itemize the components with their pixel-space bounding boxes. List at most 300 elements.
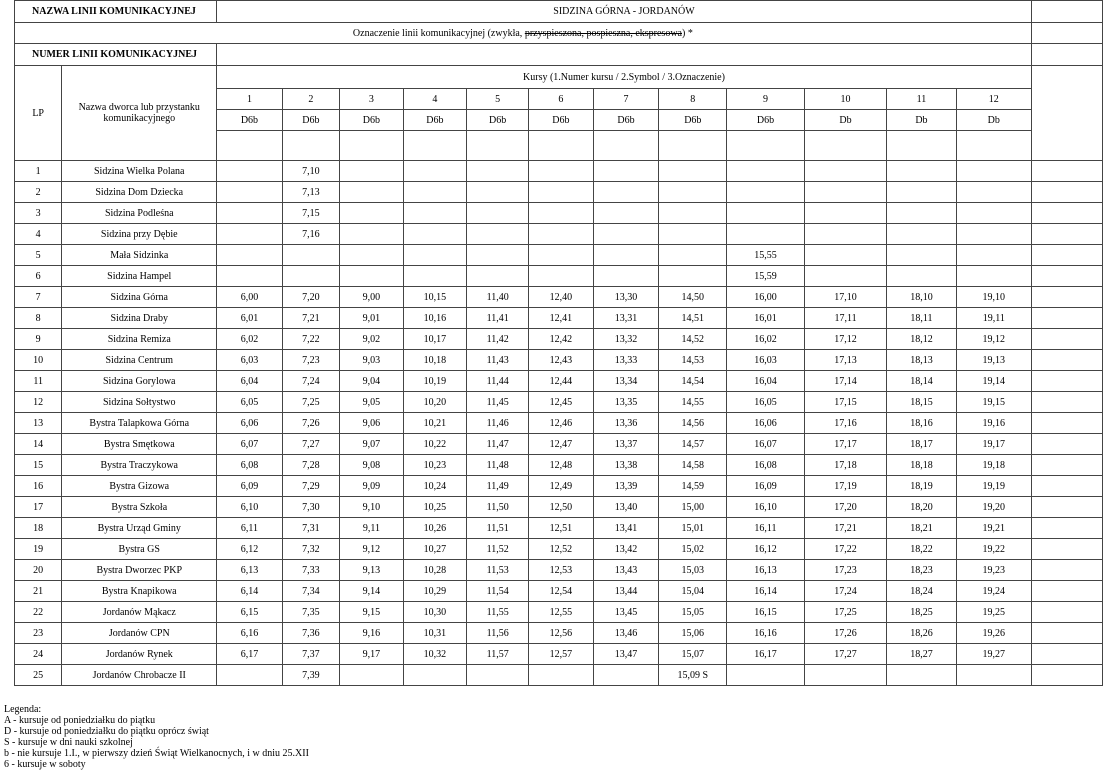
stop-name: Sidzina przy Dębie bbox=[62, 224, 217, 245]
departure-time-cell bbox=[956, 245, 1031, 266]
line-number-value bbox=[217, 44, 1032, 66]
stop-name: Sidzina Górna bbox=[62, 287, 217, 308]
departure-time-cell: 9,13 bbox=[340, 560, 404, 581]
departure-time-cell: 16,04 bbox=[727, 371, 805, 392]
departure-time-cell: 6,02 bbox=[217, 329, 283, 350]
departure-time-cell: 6,15 bbox=[217, 602, 283, 623]
departure-time-cell: 19,27 bbox=[956, 644, 1031, 665]
departure-time-cell: 12,40 bbox=[529, 287, 593, 308]
departure-time-cell: 9,11 bbox=[340, 518, 404, 539]
course-designation-cell bbox=[887, 131, 957, 161]
departure-time-cell: 11,48 bbox=[467, 455, 529, 476]
stop-row bbox=[15, 602, 1103, 623]
departure-time-cell: 7,37 bbox=[282, 644, 339, 665]
departure-time-cell bbox=[529, 245, 593, 266]
empty-cell bbox=[1031, 1, 1102, 23]
departure-time-cell: 18,14 bbox=[887, 371, 957, 392]
course-designation-cell bbox=[659, 131, 727, 161]
departure-time-cell: 14,50 bbox=[659, 287, 727, 308]
departure-time-cell: 14,56 bbox=[659, 413, 727, 434]
empty-cell bbox=[1031, 539, 1102, 560]
stop-lp: 4 bbox=[15, 224, 62, 245]
departure-time-cell: 11,49 bbox=[467, 476, 529, 497]
stop-name: Jordanów CPN bbox=[62, 623, 217, 644]
departure-time-cell: 19,24 bbox=[956, 581, 1031, 602]
departure-time-cell: 18,21 bbox=[887, 518, 957, 539]
departure-time-cell: 13,40 bbox=[593, 497, 659, 518]
departure-time-cell bbox=[956, 266, 1031, 287]
departure-time-cell: 18,16 bbox=[887, 413, 957, 434]
departure-time-cell bbox=[659, 161, 727, 182]
empty-cell bbox=[1031, 308, 1102, 329]
departure-time-cell bbox=[403, 182, 466, 203]
departure-time-cell bbox=[529, 266, 593, 287]
departure-time-cell: 16,02 bbox=[727, 329, 805, 350]
departure-time-cell bbox=[804, 266, 886, 287]
departure-time-cell bbox=[529, 182, 593, 203]
departure-time-cell: 18,15 bbox=[887, 392, 957, 413]
departure-time-cell: 15,07 bbox=[659, 644, 727, 665]
stop-name: Bystra Szkoła bbox=[62, 497, 217, 518]
course-designation-cell bbox=[403, 131, 466, 161]
stop-name: Sidzina Dom Dziecka bbox=[62, 182, 217, 203]
departure-time-cell bbox=[804, 665, 886, 686]
departure-time-cell: 18,23 bbox=[887, 560, 957, 581]
stop-name: Sidzina Gorylowa bbox=[62, 371, 217, 392]
departure-time-cell: 12,41 bbox=[529, 308, 593, 329]
departure-time-cell bbox=[217, 245, 283, 266]
departure-time-cell: 7,33 bbox=[282, 560, 339, 581]
departure-time-cell: 10,30 bbox=[403, 602, 466, 623]
stop-row bbox=[15, 539, 1103, 560]
departure-time-cell: 12,54 bbox=[529, 581, 593, 602]
departure-time-cell bbox=[217, 161, 283, 182]
stop-lp: 9 bbox=[15, 329, 62, 350]
departure-time-cell: 18,10 bbox=[887, 287, 957, 308]
course-designation-cell bbox=[467, 131, 529, 161]
line-number-label: NUMER LINII KOMUNIKACYJNEJ bbox=[15, 44, 217, 66]
departure-time-cell bbox=[467, 161, 529, 182]
departure-time-cell: 17,23 bbox=[804, 560, 886, 581]
departure-time-cell: 10,19 bbox=[403, 371, 466, 392]
stop-name: Jordanów Rynek bbox=[62, 644, 217, 665]
stop-lp: 3 bbox=[15, 203, 62, 224]
departure-time-cell bbox=[529, 203, 593, 224]
departure-time-cell: 10,18 bbox=[403, 350, 466, 371]
departure-time-cell: 11,45 bbox=[467, 392, 529, 413]
course-number-cell: 11 bbox=[887, 89, 957, 110]
departure-time-cell: 19,19 bbox=[956, 476, 1031, 497]
departure-time-cell bbox=[529, 224, 593, 245]
departure-time-cell: 6,05 bbox=[217, 392, 283, 413]
stop-name: Sidzina Sołtystwo bbox=[62, 392, 217, 413]
departure-time-cell: 18,25 bbox=[887, 602, 957, 623]
departure-time-cell bbox=[593, 224, 659, 245]
stop-lp: 12 bbox=[15, 392, 62, 413]
departure-time-cell: 13,47 bbox=[593, 644, 659, 665]
empty-cell bbox=[1031, 644, 1102, 665]
departure-time-cell: 10,32 bbox=[403, 644, 466, 665]
stop-row bbox=[15, 203, 1103, 224]
departure-time-cell bbox=[217, 266, 283, 287]
stop-row bbox=[15, 329, 1103, 350]
departure-time-cell: 7,39 bbox=[282, 665, 339, 686]
departure-time-cell: 19,15 bbox=[956, 392, 1031, 413]
departure-time-cell: 11,57 bbox=[467, 644, 529, 665]
lp-header: LP bbox=[15, 66, 62, 161]
departure-time-cell bbox=[529, 161, 593, 182]
departure-time-cell: 9,06 bbox=[340, 413, 404, 434]
stop-row bbox=[15, 266, 1103, 287]
departure-time-cell: 13,30 bbox=[593, 287, 659, 308]
empty-cell bbox=[1031, 497, 1102, 518]
departure-time-cell: 14,52 bbox=[659, 329, 727, 350]
departure-time-cell bbox=[340, 224, 404, 245]
departure-time-cell: 6,01 bbox=[217, 308, 283, 329]
departure-time-cell: 6,00 bbox=[217, 287, 283, 308]
departure-time-cell bbox=[340, 203, 404, 224]
course-symbol-cell: D6b bbox=[659, 110, 727, 131]
departure-time-cell: 9,02 bbox=[340, 329, 404, 350]
departure-time-cell: 16,09 bbox=[727, 476, 805, 497]
stop-lp: 10 bbox=[15, 350, 62, 371]
departure-time-cell bbox=[403, 266, 466, 287]
departure-time-cell: 12,42 bbox=[529, 329, 593, 350]
departure-time-cell: 15,09 S bbox=[659, 665, 727, 686]
departure-time-cell: 16,15 bbox=[727, 602, 805, 623]
course-number-cell: 8 bbox=[659, 89, 727, 110]
empty-cell bbox=[1031, 182, 1102, 203]
departure-time-cell: 18,17 bbox=[887, 434, 957, 455]
departure-time-cell: 19,18 bbox=[956, 455, 1031, 476]
departure-time-cell bbox=[956, 665, 1031, 686]
departure-time-cell: 7,26 bbox=[282, 413, 339, 434]
departure-time-cell bbox=[467, 665, 529, 686]
departure-time-cell: 10,24 bbox=[403, 476, 466, 497]
empty-cell bbox=[1031, 287, 1102, 308]
departure-time-cell bbox=[340, 266, 404, 287]
course-symbol-cell: D6b bbox=[282, 110, 339, 131]
stop-name: Bystra Smętkowa bbox=[62, 434, 217, 455]
stop-lp: 21 bbox=[15, 581, 62, 602]
departure-time-cell: 12,48 bbox=[529, 455, 593, 476]
stop-name: Bystra Gizowa bbox=[62, 476, 217, 497]
departure-time-cell bbox=[659, 182, 727, 203]
stop-name: Sidzina Podleśna bbox=[62, 203, 217, 224]
departure-time-cell: 15,00 bbox=[659, 497, 727, 518]
departure-time-cell: 17,17 bbox=[804, 434, 886, 455]
course-symbol-cell: Db bbox=[956, 110, 1031, 131]
departure-time-cell bbox=[593, 266, 659, 287]
departure-time-cell: 9,08 bbox=[340, 455, 404, 476]
departure-time-cell: 19,11 bbox=[956, 308, 1031, 329]
departure-time-cell: 18,11 bbox=[887, 308, 957, 329]
empty-cell bbox=[1031, 413, 1102, 434]
departure-time-cell: 19,10 bbox=[956, 287, 1031, 308]
departure-time-cell: 9,17 bbox=[340, 644, 404, 665]
stop-lp: 19 bbox=[15, 539, 62, 560]
departure-time-cell bbox=[529, 665, 593, 686]
departure-time-cell: 10,22 bbox=[403, 434, 466, 455]
departure-time-cell: 9,15 bbox=[340, 602, 404, 623]
departure-time-cell bbox=[956, 224, 1031, 245]
departure-time-cell: 6,04 bbox=[217, 371, 283, 392]
stop-row bbox=[15, 665, 1103, 686]
departure-time-cell: 7,13 bbox=[282, 182, 339, 203]
stop-row bbox=[15, 182, 1103, 203]
departure-time-cell: 12,47 bbox=[529, 434, 593, 455]
departure-time-cell bbox=[727, 665, 805, 686]
departure-time-cell: 12,49 bbox=[529, 476, 593, 497]
departure-time-cell: 19,13 bbox=[956, 350, 1031, 371]
departure-time-cell: 16,08 bbox=[727, 455, 805, 476]
departure-time-cell: 13,43 bbox=[593, 560, 659, 581]
departure-time-cell: 16,00 bbox=[727, 287, 805, 308]
departure-time-cell bbox=[659, 245, 727, 266]
departure-time-cell: 11,46 bbox=[467, 413, 529, 434]
departure-time-cell bbox=[593, 245, 659, 266]
departure-time-cell: 10,25 bbox=[403, 497, 466, 518]
departure-time-cell bbox=[887, 266, 957, 287]
departure-time-cell: 12,44 bbox=[529, 371, 593, 392]
departure-time-cell: 10,15 bbox=[403, 287, 466, 308]
line-name-value: SIDZINA GÓRNA - JORDANÓW bbox=[217, 1, 1032, 23]
empty-cell bbox=[1031, 350, 1102, 371]
stop-row bbox=[15, 644, 1103, 665]
departure-time-cell: 11,43 bbox=[467, 350, 529, 371]
departure-time-cell bbox=[887, 245, 957, 266]
departure-time-cell bbox=[467, 182, 529, 203]
stop-lp: 22 bbox=[15, 602, 62, 623]
departure-time-cell: 6,13 bbox=[217, 560, 283, 581]
course-designation-cell bbox=[282, 131, 339, 161]
departure-time-cell: 7,34 bbox=[282, 581, 339, 602]
departure-time-cell: 12,50 bbox=[529, 497, 593, 518]
departure-time-cell: 11,52 bbox=[467, 539, 529, 560]
departure-time-cell: 19,22 bbox=[956, 539, 1031, 560]
departure-time-cell: 19,20 bbox=[956, 497, 1031, 518]
stop-name: Mała Sidzinka bbox=[62, 245, 217, 266]
departure-time-cell: 6,17 bbox=[217, 644, 283, 665]
departure-time-cell: 17,18 bbox=[804, 455, 886, 476]
departure-time-cell: 9,04 bbox=[340, 371, 404, 392]
departure-time-cell: 11,53 bbox=[467, 560, 529, 581]
departure-time-cell: 13,32 bbox=[593, 329, 659, 350]
stop-row bbox=[15, 518, 1103, 539]
departure-time-cell: 7,27 bbox=[282, 434, 339, 455]
departure-time-cell bbox=[467, 245, 529, 266]
course-symbol-cell: D6b bbox=[467, 110, 529, 131]
legend-item: D - kursuje od poniedziałku do piątku oprócz świąt bbox=[4, 726, 209, 737]
departure-time-cell: 13,46 bbox=[593, 623, 659, 644]
departure-time-cell: 11,50 bbox=[467, 497, 529, 518]
departure-time-cell: 18,24 bbox=[887, 581, 957, 602]
departure-time-cell bbox=[956, 161, 1031, 182]
course-number-cell: 7 bbox=[593, 89, 659, 110]
departure-time-cell: 12,56 bbox=[529, 623, 593, 644]
stop-lp: 24 bbox=[15, 644, 62, 665]
legend-item: S - kursuje w dni nauki szkolnej bbox=[4, 737, 133, 748]
departure-time-cell bbox=[887, 182, 957, 203]
stop-lp: 6 bbox=[15, 266, 62, 287]
departure-time-cell bbox=[282, 266, 339, 287]
departure-time-cell: 17,13 bbox=[804, 350, 886, 371]
departure-time-cell: 12,46 bbox=[529, 413, 593, 434]
departure-time-cell: 6,06 bbox=[217, 413, 283, 434]
stop-name: Jordanów Mąkacz bbox=[62, 602, 217, 623]
departure-time-cell: 10,31 bbox=[403, 623, 466, 644]
departure-time-cell bbox=[593, 161, 659, 182]
departure-time-cell: 11,40 bbox=[467, 287, 529, 308]
departure-time-cell: 19,26 bbox=[956, 623, 1031, 644]
departure-time-cell: 7,16 bbox=[282, 224, 339, 245]
departure-time-cell bbox=[804, 203, 886, 224]
departure-time-cell bbox=[593, 665, 659, 686]
departure-time-cell: 11,44 bbox=[467, 371, 529, 392]
course-designation-cell bbox=[217, 131, 283, 161]
departure-time-cell bbox=[804, 245, 886, 266]
stop-name-header: Nazwa dworca lub przystanku komunikacyjnego bbox=[62, 66, 217, 161]
course-number-cell: 1 bbox=[217, 89, 283, 110]
empty-cell bbox=[1031, 161, 1102, 182]
departure-time-cell: 7,25 bbox=[282, 392, 339, 413]
courses-header: Kursy (1.Numer kursu / 2.Symbol / 3.Oznaczenie) bbox=[217, 66, 1032, 89]
departure-time-cell bbox=[403, 245, 466, 266]
stop-name: Bystra Knapikowa bbox=[62, 581, 217, 602]
stop-name: Sidzina Hampel bbox=[62, 266, 217, 287]
departure-time-cell bbox=[217, 203, 283, 224]
course-designation-cell bbox=[593, 131, 659, 161]
departure-time-cell: 16,12 bbox=[727, 539, 805, 560]
departure-time-cell: 18,18 bbox=[887, 455, 957, 476]
stop-lp: 11 bbox=[15, 371, 62, 392]
departure-time-cell: 13,42 bbox=[593, 539, 659, 560]
empty-cell bbox=[1031, 518, 1102, 539]
empty-cell bbox=[1031, 455, 1102, 476]
empty-cell bbox=[1031, 23, 1102, 44]
course-designation-cell bbox=[804, 131, 886, 161]
course-symbol-cell: Db bbox=[804, 110, 886, 131]
departure-time-cell: 16,13 bbox=[727, 560, 805, 581]
departure-time-cell: 16,05 bbox=[727, 392, 805, 413]
empty-cell bbox=[1031, 245, 1102, 266]
departure-time-cell: 17,27 bbox=[804, 644, 886, 665]
departure-time-cell bbox=[340, 161, 404, 182]
stop-lp: 18 bbox=[15, 518, 62, 539]
departure-time-cell: 9,09 bbox=[340, 476, 404, 497]
stop-name: Bystra GS bbox=[62, 539, 217, 560]
departure-time-cell bbox=[340, 182, 404, 203]
departure-time-cell: 7,24 bbox=[282, 371, 339, 392]
course-symbol-cell: D6b bbox=[340, 110, 404, 131]
course-symbol-cell: Db bbox=[887, 110, 957, 131]
departure-time-cell bbox=[217, 182, 283, 203]
departure-time-cell: 10,21 bbox=[403, 413, 466, 434]
departure-time-cell bbox=[467, 224, 529, 245]
stop-name: Sidzina Draby bbox=[62, 308, 217, 329]
departure-time-cell: 11,55 bbox=[467, 602, 529, 623]
departure-time-cell: 7,31 bbox=[282, 518, 339, 539]
departure-time-cell: 17,25 bbox=[804, 602, 886, 623]
departure-time-cell: 7,28 bbox=[282, 455, 339, 476]
departure-time-cell: 11,51 bbox=[467, 518, 529, 539]
course-designation-cell bbox=[956, 131, 1031, 161]
empty-cell bbox=[1031, 623, 1102, 644]
stop-row bbox=[15, 497, 1103, 518]
course-number-cell: 4 bbox=[403, 89, 466, 110]
departure-time-cell: 12,57 bbox=[529, 644, 593, 665]
stop-name: Bystra Talapkowa Górna bbox=[62, 413, 217, 434]
departure-time-cell: 10,16 bbox=[403, 308, 466, 329]
departure-time-cell: 16,11 bbox=[727, 518, 805, 539]
departure-time-cell: 14,57 bbox=[659, 434, 727, 455]
stop-lp: 15 bbox=[15, 455, 62, 476]
departure-time-cell: 6,09 bbox=[217, 476, 283, 497]
departure-time-cell: 6,11 bbox=[217, 518, 283, 539]
stop-row bbox=[15, 371, 1103, 392]
stop-row bbox=[15, 581, 1103, 602]
departure-time-cell: 19,14 bbox=[956, 371, 1031, 392]
stop-row bbox=[15, 308, 1103, 329]
departure-time-cell: 13,44 bbox=[593, 581, 659, 602]
departure-time-cell: 11,42 bbox=[467, 329, 529, 350]
departure-time-cell: 12,55 bbox=[529, 602, 593, 623]
departure-time-cell: 16,14 bbox=[727, 581, 805, 602]
empty-cell bbox=[1031, 329, 1102, 350]
course-designation-cell bbox=[340, 131, 404, 161]
departure-time-cell: 18,26 bbox=[887, 623, 957, 644]
departure-time-cell: 17,15 bbox=[804, 392, 886, 413]
departure-time-cell: 11,41 bbox=[467, 308, 529, 329]
departure-time-cell: 14,58 bbox=[659, 455, 727, 476]
departure-time-cell: 13,37 bbox=[593, 434, 659, 455]
departure-time-cell: 10,23 bbox=[403, 455, 466, 476]
departure-time-cell: 15,05 bbox=[659, 602, 727, 623]
stop-lp: 20 bbox=[15, 560, 62, 581]
course-symbol-cell: D6b bbox=[593, 110, 659, 131]
empty-cell bbox=[1031, 560, 1102, 581]
course-symbol-cell: D6b bbox=[529, 110, 593, 131]
departure-time-cell: 14,54 bbox=[659, 371, 727, 392]
departure-time-cell: 14,53 bbox=[659, 350, 727, 371]
departure-time-cell: 15,55 bbox=[727, 245, 805, 266]
departure-time-cell: 17,26 bbox=[804, 623, 886, 644]
departure-time-cell: 7,21 bbox=[282, 308, 339, 329]
stop-lp: 2 bbox=[15, 182, 62, 203]
departure-time-cell bbox=[403, 203, 466, 224]
departure-time-cell: 6,10 bbox=[217, 497, 283, 518]
empty-cell bbox=[1031, 392, 1102, 413]
empty-cell bbox=[1031, 581, 1102, 602]
departure-time-cell: 16,16 bbox=[727, 623, 805, 644]
departure-time-cell: 9,07 bbox=[340, 434, 404, 455]
departure-time-cell: 13,45 bbox=[593, 602, 659, 623]
stop-row bbox=[15, 455, 1103, 476]
stop-name: Sidzina Wielka Polana bbox=[62, 161, 217, 182]
stop-row bbox=[15, 287, 1103, 308]
departure-time-cell: 17,19 bbox=[804, 476, 886, 497]
departure-time-cell: 12,51 bbox=[529, 518, 593, 539]
departure-time-cell: 12,45 bbox=[529, 392, 593, 413]
departure-time-cell: 19,21 bbox=[956, 518, 1031, 539]
departure-time-cell bbox=[467, 266, 529, 287]
departure-time-cell: 17,16 bbox=[804, 413, 886, 434]
stop-lp: 25 bbox=[15, 665, 62, 686]
departure-time-cell: 12,43 bbox=[529, 350, 593, 371]
departure-time-cell: 17,24 bbox=[804, 581, 886, 602]
course-symbol-cell: D6b bbox=[217, 110, 283, 131]
departure-time-cell: 15,04 bbox=[659, 581, 727, 602]
